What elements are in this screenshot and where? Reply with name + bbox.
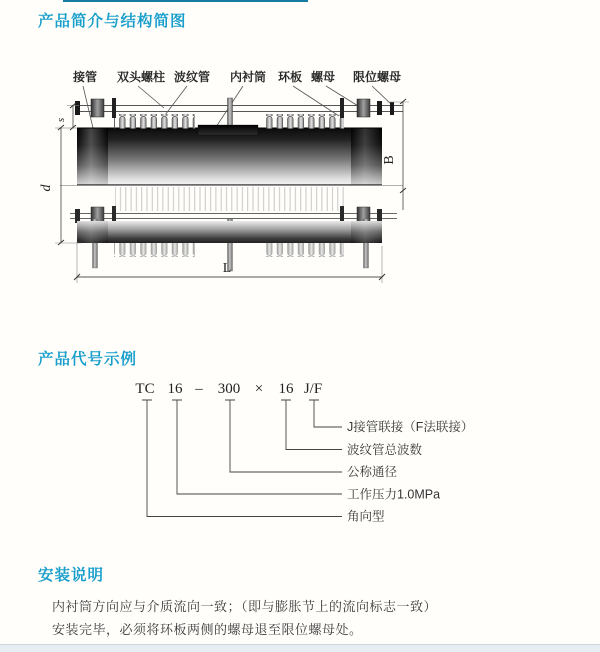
label-limit-nut: 限位螺母 xyxy=(352,70,402,84)
label-connecting-pipe: 接管 xyxy=(72,70,98,84)
callout-pressure: 工作压力1.0MPa xyxy=(347,487,441,502)
section-title-code-example: 产品代号示例 xyxy=(38,351,138,368)
callout-type: 角向型 xyxy=(347,509,385,524)
label-stud-bolt: 双头螺柱 xyxy=(116,70,166,84)
label-bellows: 波纹管 xyxy=(173,70,211,84)
code-connectors xyxy=(142,400,342,517)
section-title-install: 安装说明 xyxy=(38,567,105,584)
product-code-diagram xyxy=(120,375,490,530)
code-parts xyxy=(135,381,322,397)
install-note-line2: 安装完毕，必须将环板两侧的螺母退至限位螺母处。 xyxy=(52,621,363,637)
dimension-b xyxy=(382,99,409,210)
dimension-d xyxy=(39,125,81,245)
code-part-connection: J/F xyxy=(303,381,323,397)
code-part-pressure: 16 xyxy=(167,381,183,397)
code-part-times: × xyxy=(254,381,264,397)
bellows-right-lower xyxy=(264,243,344,257)
code-callouts xyxy=(347,419,473,524)
expansion-joint-drawing xyxy=(35,60,465,312)
structure-diagram xyxy=(35,60,465,312)
install-note-line1: 内衬筒方向应与介质流向一致；（即与膨胀节上的流向标志一致） xyxy=(52,599,438,614)
label-inner-liner: 内衬筒 xyxy=(229,70,267,84)
code-part-waves: 16 xyxy=(278,381,294,397)
callout-connection: J接管联接（F法联接） xyxy=(347,420,474,434)
tie-rods-top xyxy=(75,106,403,112)
dim-d-label: d xyxy=(39,184,54,192)
part-labels xyxy=(72,69,401,84)
bellows-left xyxy=(114,114,195,129)
dim-b-label: B xyxy=(382,155,397,165)
label-ring-plate: 环板 xyxy=(277,70,303,84)
center-stud-top xyxy=(228,98,233,129)
callout-waves: 波纹管总波数 xyxy=(347,443,423,457)
tie-rods-bottom xyxy=(70,214,397,219)
install-notes xyxy=(52,596,532,641)
section-title-intro: 产品简介与结构简图 xyxy=(38,13,187,30)
bellows-left-lower xyxy=(114,243,195,257)
callout-diameter: 公称通径 xyxy=(347,465,398,479)
code-part-type: TC xyxy=(135,381,155,397)
upper-body xyxy=(77,128,382,185)
dim-l-label: L xyxy=(222,261,232,276)
far-side-bellows xyxy=(115,187,347,211)
top-crop-artifact xyxy=(63,0,308,2)
code-part-dash: – xyxy=(195,381,203,397)
code-breakdown xyxy=(120,375,490,530)
lower-body xyxy=(77,221,382,243)
dim-s-label: s xyxy=(55,117,67,123)
code-part-diameter: 300 xyxy=(217,381,241,397)
inner-liner-band xyxy=(198,125,258,135)
bellows-right xyxy=(264,114,344,129)
label-nut: 螺母 xyxy=(310,70,336,84)
footer-strip xyxy=(0,644,600,652)
